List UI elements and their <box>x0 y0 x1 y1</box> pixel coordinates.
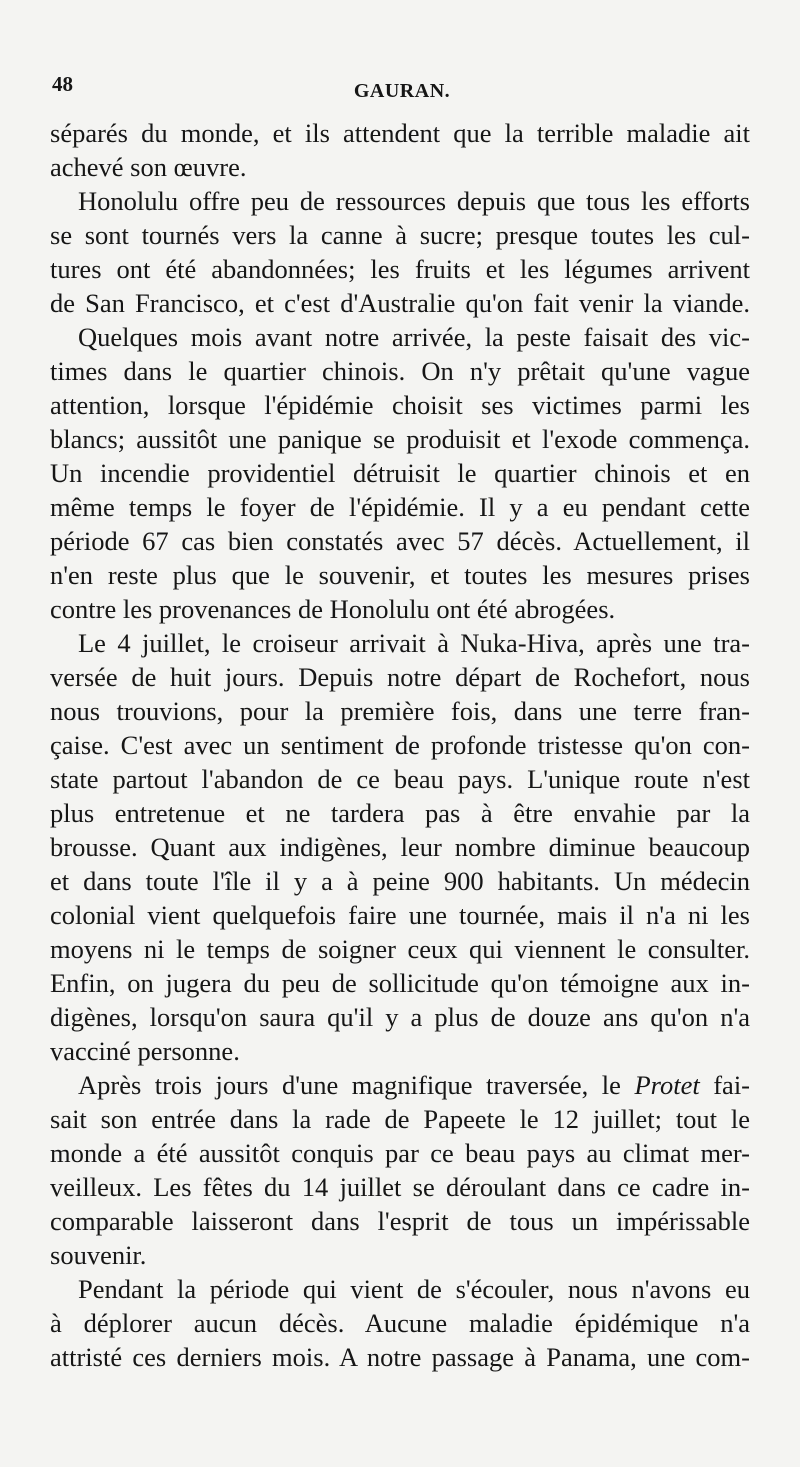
text-line: à déplorer aucun décès. Aucune maladie épidémique n'a <box>50 1308 750 1338</box>
text-line: attristé ces derniers mois. A notre passage à Panama, une com- <box>50 1342 750 1372</box>
text-line: et dans toute l'île il y a à peine 900 habitants. Un médecin <box>50 866 750 896</box>
text-line: plus entretenue et ne tardera pas à être envahie par la <box>50 798 750 828</box>
text-line: Quelques mois avant notre arrivée, la peste faisait des vic- <box>78 322 750 352</box>
text-line: times dans le quartier chinois. On n'y prêtait qu'une vague <box>50 356 750 386</box>
text-line: monde a été aussitôt conquis par ce beau pays au climat mer- <box>50 1138 750 1168</box>
text-line: blancs; aussitôt une panique se produisit et l'exode commença. <box>50 424 750 454</box>
text-line: sait son entrée dans la rade de Papeete le 12 juillet; tout le <box>50 1104 750 1134</box>
text-line: même temps le foyer de l'épidémie. Il y a eu pendant cette <box>50 492 750 522</box>
running-title: GAURAN. <box>353 80 451 102</box>
text-line: state partout l'abandon de ce beau pays. L'unique route n'est <box>50 764 750 794</box>
text-line: Enfin, on jugera du peu de sollicitude qu'on témoigne aux in- <box>50 968 750 998</box>
text-line: achevé son œuvre. <box>50 152 247 182</box>
text-line: se sont tournés vers la canne à sucre; presque toutes les cul- <box>50 220 750 250</box>
text-line: brousse. Quant aux indigènes, leur nombre diminue beaucoup <box>50 832 750 862</box>
text-line: veilleux. Les fêtes du 14 juillet se déroulant dans ce cadre in- <box>50 1172 750 1202</box>
text-fragment: Après trois jours d'une magnifique traversée, le <box>78 1070 621 1100</box>
body-text <box>50 116 750 1374</box>
text-line: Pendant la période qui vient de s'écouler, nous n'avons eu <box>78 1274 750 1304</box>
text-line: comparable laisseront dans l'esprit de tous un impérissable <box>50 1206 750 1236</box>
text-line: séparés du monde, et ils attendent que la terrible maladie ait <box>50 118 750 148</box>
text-line: de San Francisco, et c'est d'Australie qu'on fait venir la viande. <box>50 288 750 318</box>
text-line: Un incendie providentiel détruisit le quartier chinois et en <box>50 458 750 488</box>
text-line: souvenir. <box>50 1240 147 1270</box>
page-number: 48 <box>52 72 73 96</box>
text-line: tures ont été abandonnées; les fruits et les légumes arrivent <box>50 254 750 284</box>
text-line: attention, lorsque l'épidémie choisit ses victimes parmi les <box>50 390 750 420</box>
text-line-with-ship-name <box>50 1068 750 1102</box>
text-line: Honolulu offre peu de ressources depuis que tous les efforts <box>78 186 750 216</box>
text-fragment: fai- <box>713 1070 751 1100</box>
text-line: nous trouvions, pour la première fois, dans une terre fran- <box>50 696 750 726</box>
page-header <box>52 72 752 112</box>
text-line: n'en reste plus que le souvenir, et toutes les mesures prises <box>50 560 750 590</box>
text-line: période 67 cas bien constatés avec 57 décès. Actuellement, il <box>50 526 750 556</box>
text-line: çaise. C'est avec un sentiment de profonde tristesse qu'on con- <box>50 730 750 760</box>
text-line: versée de huit jours. Depuis notre départ de Rochefort, nous <box>50 662 750 692</box>
text-line: contre les provenances de Honolulu ont été abrogées. <box>50 594 616 624</box>
ship-name: Protet <box>634 1070 700 1100</box>
text-line: moyens ni le temps de soigner ceux qui viennent le consulter. <box>50 934 750 964</box>
text-line: vacciné personne. <box>50 1036 240 1066</box>
text-line: digènes, lorsqu'on saura qu'il y a plus de douze ans qu'on n'a <box>50 1002 750 1032</box>
text-line: colonial vient quelquefois faire une tournée, mais il n'a ni les <box>50 900 750 930</box>
text-line: Le 4 juillet, le croiseur arrivait à Nuka-Hiva, après une tra- <box>78 628 750 658</box>
